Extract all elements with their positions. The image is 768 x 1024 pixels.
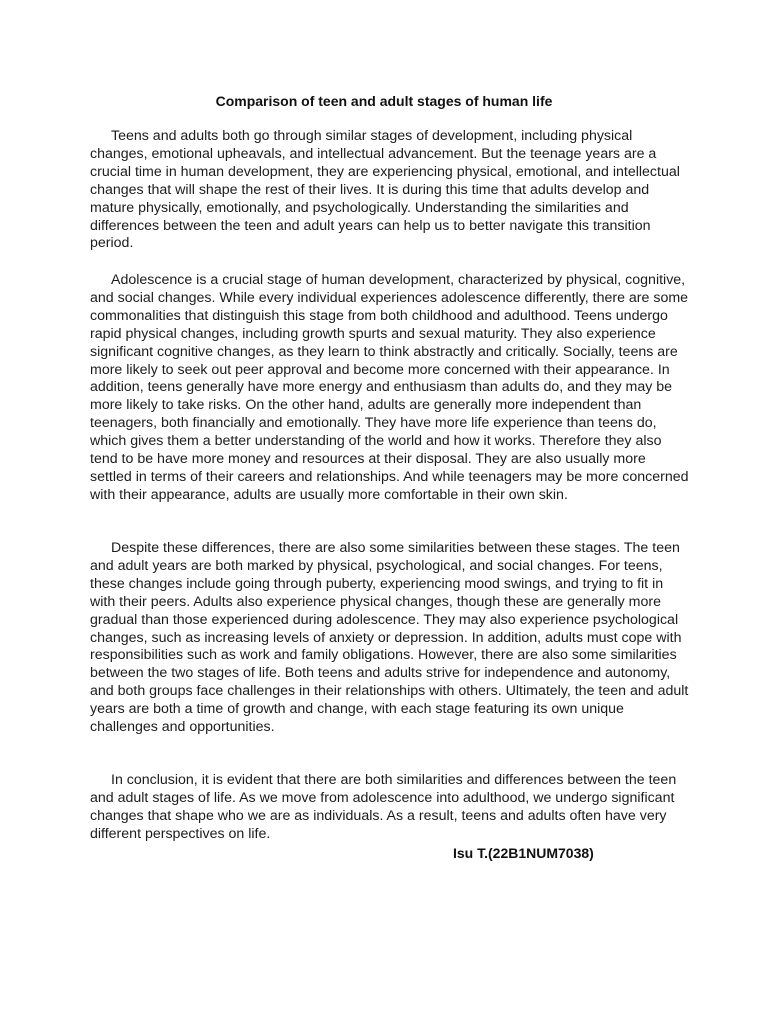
- paragraph-introduction: Teens and adults both go through similar stages of development, including physical changes, emotional upheavals, and intellectual advancement. But the teenage years are a crucial time in human development, they are experiencing physical, emotional, and intellectual changes that will shape the rest of their lives. It is during this time that adults develop and mature physically, emotionally, and psychologically. Understanding the similarities and differences between the teen and adult years can help us to better navigate this transition period.: [90, 128, 680, 252]
- document-title: Comparison of teen and adult stages of human life: [215, 93, 553, 109]
- author-signature: Isu T.(22B1NUM7038): [453, 845, 594, 861]
- paragraph-similarities: Despite these differences, there are also some similarities between these stages. The teen and adult years are both marked by physical, psychological, and social changes. For teens, these changes include going through puberty, experiencing mood swings, and trying to fit in with their peers. Adults also experience physical changes, though these are generally more gradual than those experienced during adolescence. They may also experience psychological changes, such as increasing levels of anxiety or depression. In addition, adults must cope with responsibilities such as work and family obligations. However, there are also some similarities between the two stages of life. Both teens and adults strive for independence and autonomy, and both groups face challenges in their relationships with others. Ultimately, the teen and adult years are both a time of growth and change, with each stage featuring its own unique challenges and opportunities.: [90, 540, 689, 736]
- paragraph-conclusion: In conclusion, it is evident that there are both similarities and differences between the teen and adult stages of life. As we move from adolescence into adulthood, we undergo significant changes that shape who we are as individuals. As a result, teens and adults often have very different perspectives on life.: [90, 772, 677, 842]
- paragraph-differences: Adolescence is a crucial stage of human development, characterized by physical, cognitive, and social changes. While every individual experiences adolescence differently, there are some commonalities that distinguish this stage from both childhood and adulthood. Teens undergo rapid physical changes, including growth spurts and sexual maturity. They also experience significant cognitive changes, as they learn to think abstractly and critically. Socially, teens are more likely to seek out peer approval and become more concerned with their appearance. In addition, teens generally have more energy and enthusiasm than adults do, and they may be more likely to take risks. On the other hand, adults are generally more independent than teenagers, both financially and emotionally. They have more life experience than teens do, which gives them a better understanding of the world and how it works. Therefore they also tend to be have more money and resources at their disposal. They are also usually more settled in terms of their careers and relationships. And while teenagers may be more concerned with their appearance, adults are usually more comfortable in their own skin.: [90, 272, 689, 503]
